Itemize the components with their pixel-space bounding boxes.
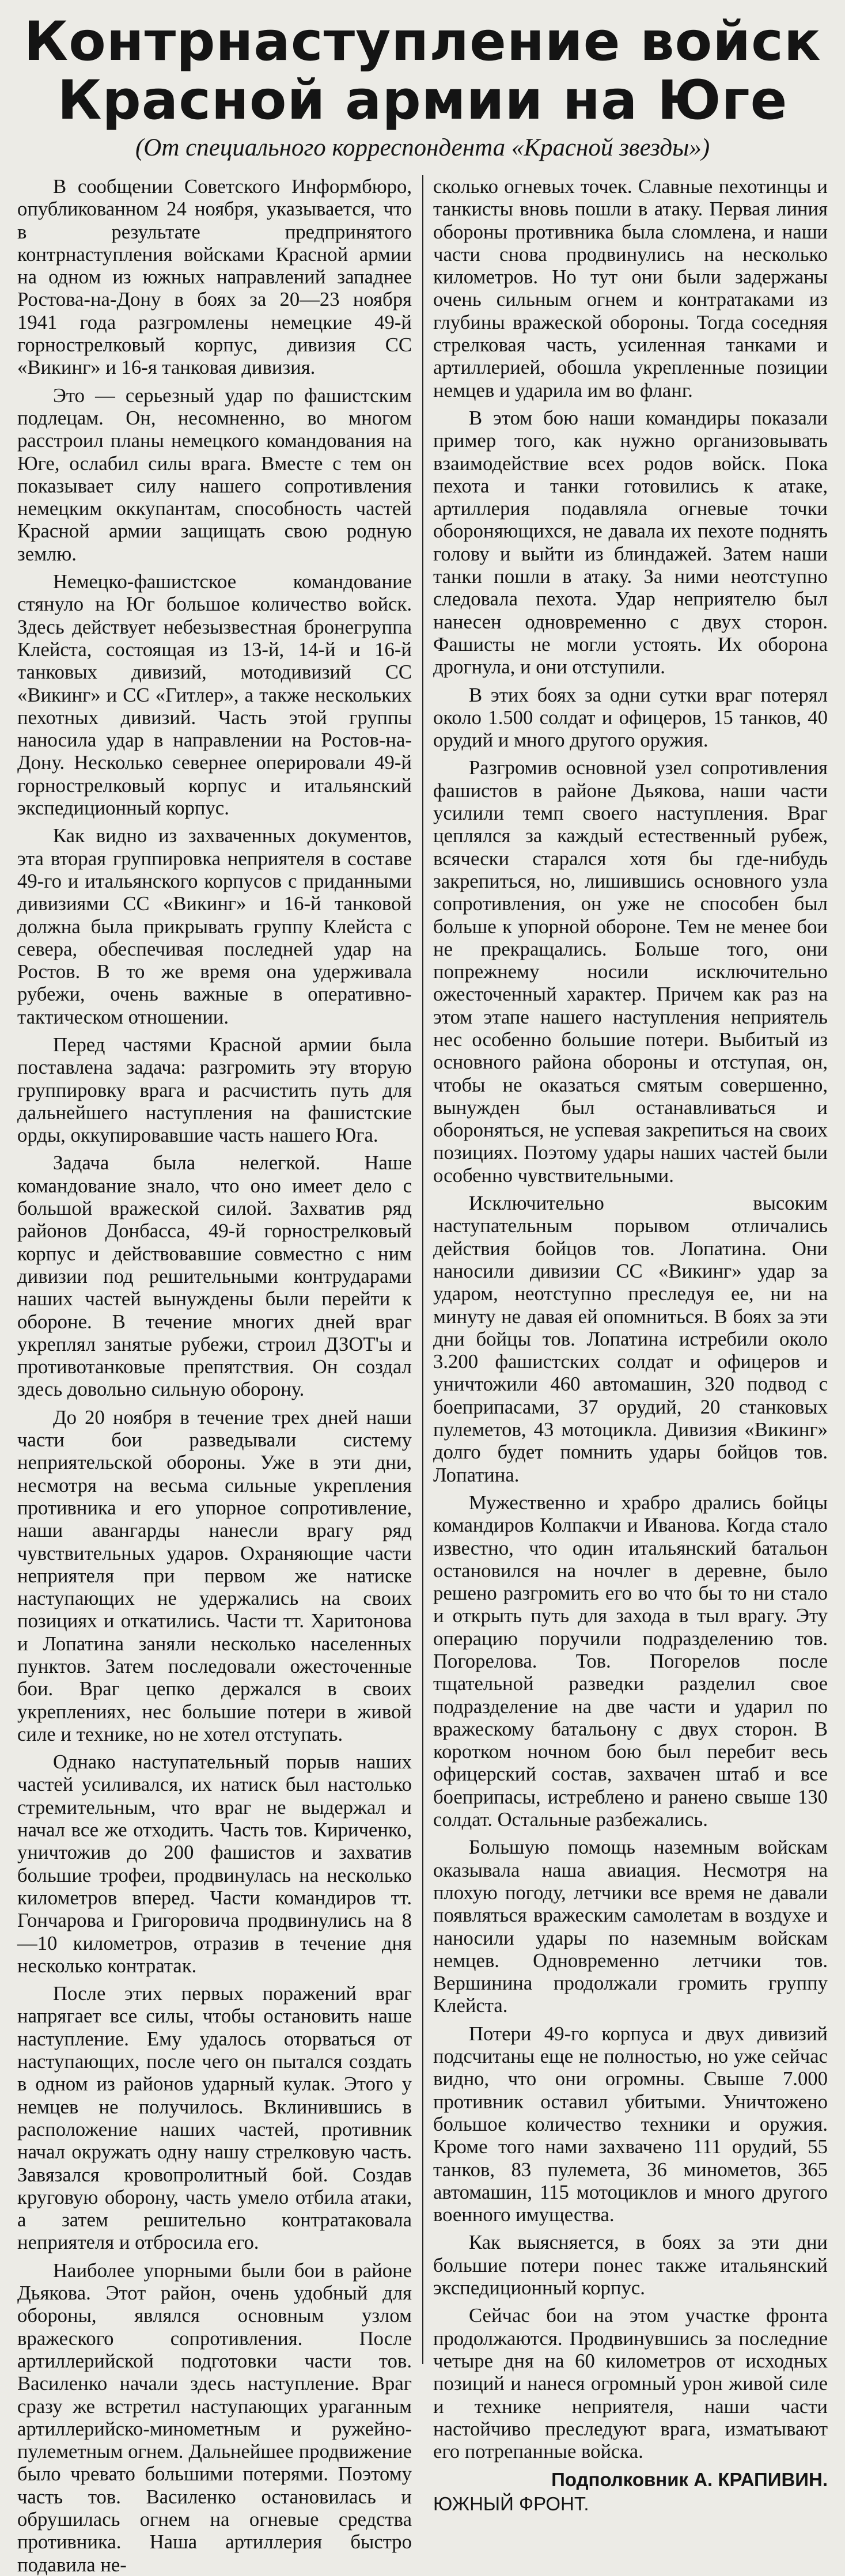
article-columns bbox=[17, 175, 828, 2576]
column-divider bbox=[422, 175, 423, 2364]
paragraph: сколько огневых точек. Славные пехотинцы и танкисты вновь пошли в атаку. Первая линия обороны противника была сломлена, и наши части снова продвинулись на несколько километров. Но тут они были задержаны очень сильным огнем и контратаками из глубины вражеской обороны. Тогда соседняя стрелковая часть, усиленная танками и артиллерией, обошла укрепленные позиции немцев и ударила им во фланг. bbox=[433, 175, 828, 401]
paragraph: Мужественно и храбро дрались бойцы командиров Колпакчи и Иванова. Когда стало известно, что один итальянский батальон остановился на ночлег в деревне, было решено разгромить его во что бы то ни стало и открыть путь для захода в тыл врагу. Эту операцию поручили подразделению тов. Погорелова. Тов. Погорелов после тщательной разведки разделил свое подразделение на две части и ударил по вражескому батальону с двух сторон. В коротком ночном бою был перебит весь офицерский состав, захвачен штаб и все боеприпасы, истреблено и ранено свыше 130 солдат. Остальные разбежались. bbox=[433, 1491, 828, 1831]
paragraph: После этих первых поражений враг напрягает все силы, чтобы остановить наше наступление. Ему удалось оторваться от наступающих, после чего он пытался создать в одном из районов ударный кулак. Этого у немцев не получилось. Вклинившись в расположение наших частей, противник начал окружать одну нашу стрелковую часть. Завязался кровопролитный бой. Создав круговую оборону, часть умело отбила атаки, а затем решительно контратаковала неприятеля и отбросила его. bbox=[17, 1982, 412, 2254]
paragraph: Сейчас бои на этом участке фронта продолжаются. Продвинувшись за последние четыре дня на 60 километров от исходных позиций и нанеся огромный урон живой силе и технике неприятеля, наши части настойчиво преследуют врага, изматывают его потрепанные войска. bbox=[433, 2304, 828, 2463]
headline-line-2: Красной армии на Юге bbox=[57, 69, 788, 132]
front-dateline: ЮЖНЫЙ ФРОНТ. bbox=[433, 2493, 589, 2515]
headline bbox=[17, 10, 828, 132]
paragraph: Большую помощь наземным войскам оказывала наша авиация. Несмотря на плохую погоду, летчики все время не давали появляться вражеским самолетам в воздухе и наносили удары по наземным войскам немцев. Одновременно летчики тов. Вершинина продолжали громить группу Клейста. bbox=[433, 1836, 828, 2017]
paragraph: Однако наступательный порыв наших частей усиливался, их натиск был настолько стремительным, что враг не выдержал и начал все же отходить. Часть тов. Кириченко, уничтожив до 200 фашистов и захватив большие трофеи, продвинулась на несколько километров вперед. Части командиров тт. Гончарова и Григоровича продвинулись на 8—10 километров, отразив в течение дня несколько контратак. bbox=[17, 1751, 412, 1977]
paragraph: Потери 49-го корпуса и двух дивизий подсчитаны еще не полностью, но уже сейчас видно, что они огромны. Свыше 7.000 противник оставил убитыми. Уничтожено большое количество техники и оружия. Кроме того нами захвачено 111 орудий, 55 танков, 83 пулемета, 36 минометов, 365 автомашин, 115 мотоциклов и много другого военного имущества. bbox=[433, 2022, 828, 2226]
right-column bbox=[433, 175, 828, 2515]
paragraph: В этом бою наши командиры показали пример того, как нужно организовывать взаимодействие всех родов войск. Пока пехота и танки готовились к атаке, артиллерия подавляла огневые точки обороняющихся, не давала их пехоте поднять голову и выйти из блиндажей. Затем наши танки пошли в атаку. За ними неотступно следовала пехота. Удар неприятелю был нанесен одновременно с двух сторон. Фашисты не могли устоять. Их оборона дрогнула, и они отступили. bbox=[433, 406, 828, 679]
paragraph: Как выясняется, в боях за эти дни большие потери понес также итальянский экспедиционный корпус. bbox=[433, 2231, 828, 2300]
left-column bbox=[17, 175, 412, 2576]
paragraph: Задача была нелегкой. Наше командование знало, что оно имеет дело с большой вражеской силой. Захватив ряд районов Донбасса, 49-й горнострелковый корпус и действовавшие совместно с ним дивизии под решительными контрударами наших частей вынуждены были перейти к обороне. В течение многих дней враг укреплял занятые рубежи, строил ДЗОТ'ы и противотанковые препятствия. Он создал здесь довольно сильную оборону. bbox=[17, 1151, 412, 1401]
paragraph: Разгромив основной узел сопротивления фашистов в районе Дьякова, наши части усилили темп своего наступления. Враг цеплялся за каждый естественный рубеж, всячески старался хотя бы где-нибудь закрепиться, но, лишившись основного узла сопротивления, он уже не способен был больше к упорной обороне. Тем не менее бои не прекращались. Больше того, они попрежнему носили исключительно ожесточенный характер. Причем как раз на этом этапе нашего наступления неприятель нес особенно большие потери. Выбитый из основного района обороны и отступая, он, чтобы не оказаться смятым совершенно, вынужден был останавливаться и обороняться, не успевая закрепиться на своих позициях. Поэтому удары наших частей были особенно чувствительными. bbox=[433, 756, 828, 1187]
subtitle: (От специального корреспондента «Красной звезды») bbox=[135, 134, 710, 161]
author-signature: Подполковник А. КРАПИВИН. bbox=[551, 2469, 828, 2491]
paragraph: В этих боях за одни сутки враг потерял около 1.500 солдат и офицеров, 15 танков, 40 орудий и много другого оружия. bbox=[433, 683, 828, 752]
paragraph: Немецко-фашистское командование стянуло на Юг большое количество войск. Здесь действует небезызвестная бронегруппа Клейста, состоящая из 13-й, 14-й и 16-й танковых дивизий, мотодивизий СС «Викинг» и СС «Гитлер», а также нескольких пехотных дивизий. Часть этой группы наносила удар в направлении на Ростов-на-Дону. Несколько севернее оперировали 49-й горнострелковый корпус и итальянский экспедиционный корпус. bbox=[17, 570, 412, 820]
paragraph: Исключительно высоким наступательным порывом отличались действия бойцов тов. Лопатина. Они наносили дивизии СС «Викинг» удар за ударом, неотступно преследуя ее, ни на минуту не давая ей опомниться. В боях за эти дни бойцы тов. Лопатина истребили около 3.200 фашистских солдат и офицеров и уничтожили 460 автомашин, 320 подвод с боеприпасами, 37 орудий, 20 станковых пулеметов, 43 мотоцикла. Дивизия «Викинг» долго будет помнить удары бойцов тов. Лопатина. bbox=[433, 1192, 828, 1486]
paragraph: Это — серьезный удар по фашистским подлецам. Он, несомненно, во многом расстроил планы немецкого командования на Юге, ослабил силы врага. Вместе с тем он показывает силу нашего сопротивления немецким оккупантам, способность частей Красной армии защищать свою родную землю. bbox=[17, 384, 412, 565]
paragraph: В сообщении Советского Информбюро, опубликованном 24 ноября, указывается, что в результате предпринятого контрнаступления войсками Красной армии на одном из южных направлений западнее Ростова-на-Дону в боях за 20—23 ноября 1941 года разгромлены немецкие 49-й горнострелковый корпус, дивизия СС «Викинг» и 16-я танковая дивизия. bbox=[17, 175, 412, 379]
paragraph: Перед частями Красной армии была поставлена задача: разгромить эту вторую группировку врага и расчистить путь для дальнейшего наступления на фашистские орды, оккупировавшие часть нашего Юга. bbox=[17, 1033, 412, 1147]
paragraph: До 20 ноября в течение трех дней наши части бои разведывали систему неприятельской обороны. Уже в эти дни, несмотря на весьма сильные укрепления противника и его упорное сопротивление, наши авангарды нанесли врагу ряд чувствительных ударов. Охраняющие части неприятеля при первом же натиске наступающих не удержались на своих позициях и откатились. Части тт. Харитонова и Лопатина заняли несколько населенных пунктов. Затем последовали ожесточенные бои. Враг цепко держался в своих укреплениях, нес большие потери в живой силе и технике, но не хотел отступать. bbox=[17, 1406, 412, 1745]
headline-line-1: Контрнаступление войск bbox=[24, 10, 821, 73]
paragraph: Как видно из захваченных документов, эта вторая группировка неприятеля в составе 49-го и итальянского корпусов с приданными дивизиями СС «Викинг» и 16-й танковой должна была прикрывать группу Клейста с севера, обеспечивая последней удар на Ростов. В то же время она удерживала рубежи, очень важные в оперативно-тактическом отношении. bbox=[17, 824, 412, 1028]
paragraph: Наиболее упорными были бои в районе Дьякова. Этот район, очень удобный для обороны, являлся основным узлом вражеского сопротивления. После артиллерийской подготовки части тов. Василенко начали здесь наступление. Враг сразу же встретил наступающих ураганным артиллерийско-минометным и ружейно-пулеметным огнем. Дальнейшее продвижение было чревато большими потерями. Поэтому часть тов. Василенко остановилась и обрушилась огнем на огневые средства противника. Наша артиллерия быстро подавила не- bbox=[17, 2259, 412, 2576]
